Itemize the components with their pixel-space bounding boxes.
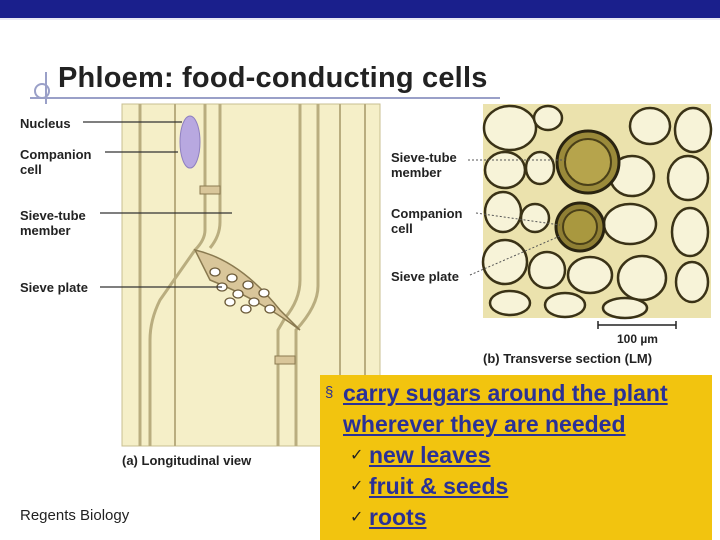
check-icon: ✓ [350,509,364,526]
nucleus [180,116,200,168]
caption-transverse: (b) Transverse section (LM) [483,351,653,366]
check-icon: ✓ [350,447,364,464]
sub-bullet-roots: roots [369,504,427,530]
footer-text: Regents Biology [20,507,130,524]
sub-bullet-new-leaves: new leaves [369,442,491,468]
label-companion-cell: Companion cell [20,147,92,177]
scale-bar-label: 100 µm [617,332,658,346]
sub-bullet-fruit-seeds: fruit & seeds [369,473,509,499]
label-sieve-plate: Sieve plate [20,280,88,295]
caption-longitudinal: (a) Longitudinal view [122,453,252,468]
label-sieve-tube-member: Sieve-tube member [20,208,86,238]
bullet-icon: § [325,384,334,401]
main-bullet-line-1: carry sugars around the plant [343,380,668,406]
slide-title: Phloem: food-conducting cells [58,62,488,94]
label-nucleus: Nucleus [20,116,71,131]
check-icon: ✓ [350,478,364,495]
label-companion-cell-b: Companion cell [391,206,463,236]
main-bullet-line-2: wherever they are needed [343,411,626,437]
label-sieve-tube-member-b: Sieve-tube member [391,150,457,180]
label-sieve-plate-b: Sieve plate [391,269,459,284]
